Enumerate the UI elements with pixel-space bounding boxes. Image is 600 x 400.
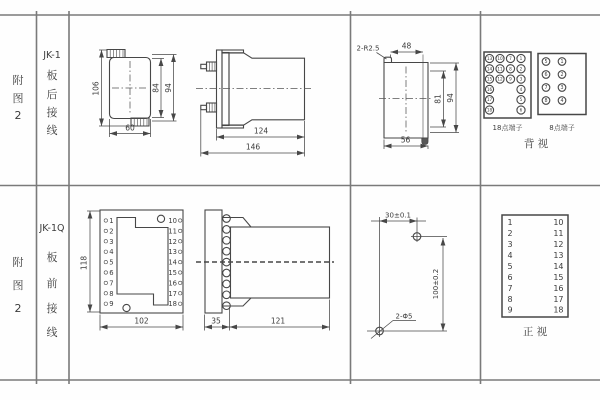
right-terminal-pins	[168, 217, 182, 308]
svg-text:16: 16	[553, 284, 564, 293]
svg-text:1: 1	[560, 60, 564, 66]
svg-text:6: 6	[507, 273, 513, 282]
wiring-type-char: 板	[46, 69, 58, 82]
terminal-18-numbers	[487, 56, 523, 113]
svg-text:12: 12	[553, 240, 564, 249]
dim-flange-depth: 35	[211, 316, 221, 326]
dim-width: 60	[125, 123, 135, 133]
svg-text:15: 15	[553, 273, 564, 282]
dim-bottom-width: 56	[400, 135, 411, 145]
svg-text:4: 4	[519, 86, 523, 92]
svg-text:6: 6	[519, 107, 523, 113]
terminal-18-view	[484, 52, 531, 132]
svg-text:5: 5	[544, 60, 548, 66]
flange-plate	[217, 50, 223, 128]
svg-text:9: 9	[507, 305, 513, 315]
svg-text:18: 18	[168, 300, 177, 309]
svg-text:2: 2	[519, 66, 523, 72]
table-left-column	[508, 218, 513, 315]
terminal-8-label: 8点端子	[549, 124, 575, 132]
svg-text:17: 17	[553, 295, 564, 304]
svg-text:12: 12	[497, 76, 503, 82]
svg-text:4: 4	[109, 248, 114, 257]
terminal-18-label: 18点端子	[492, 124, 523, 132]
svg-text:1: 1	[519, 56, 523, 61]
dim-width: 102	[134, 316, 149, 326]
svg-text:7: 7	[109, 279, 114, 288]
dim-top-width: 48	[401, 41, 412, 51]
svg-text:5: 5	[519, 97, 523, 103]
dim-inner-height: 84	[151, 83, 161, 93]
row2-header	[13, 223, 65, 339]
holes-leader	[371, 321, 416, 339]
svg-text:13: 13	[168, 248, 177, 257]
rear-view-label: 背 视	[523, 138, 549, 150]
svg-text:10: 10	[497, 56, 503, 61]
mounting-hole	[157, 215, 164, 222]
wiring-type-char: 板	[46, 251, 58, 264]
svg-text:7: 7	[507, 284, 513, 293]
dim-height: 118	[79, 255, 89, 271]
svg-text:3: 3	[109, 237, 114, 246]
svg-text:3: 3	[519, 76, 523, 82]
svg-text:6: 6	[109, 269, 114, 277]
svg-text:9: 9	[109, 300, 114, 309]
dim-outer-height: 94	[164, 83, 173, 93]
front-view-label: 正 视	[522, 326, 548, 338]
dim-body-length: 124	[253, 126, 269, 136]
center-lines	[112, 61, 148, 115]
terminal-18-circles	[485, 54, 525, 114]
svg-text:11: 11	[497, 66, 503, 72]
dim-total-length: 146	[245, 142, 261, 152]
svg-text:18: 18	[553, 305, 564, 315]
svg-text:14: 14	[553, 262, 564, 271]
svg-text:4: 4	[507, 251, 513, 260]
fig-label-char: 2	[14, 302, 22, 315]
panel-cutout-drawing	[357, 42, 459, 150]
svg-text:8: 8	[109, 289, 114, 298]
radius-leader	[377, 53, 387, 60]
svg-text:11: 11	[553, 229, 564, 238]
svg-text:16: 16	[486, 86, 493, 92]
dim-corner-radius: 2-R2.5	[356, 44, 380, 53]
drill-plan-drawing	[367, 212, 447, 339]
svg-text:5: 5	[507, 262, 513, 271]
side-view-drawing	[196, 50, 311, 157]
front-plate	[222, 53, 229, 126]
svg-text:9: 9	[509, 76, 512, 82]
mounting-hole	[123, 304, 130, 311]
svg-text:1: 1	[109, 217, 114, 225]
svg-text:6: 6	[544, 73, 548, 79]
dim-hole-spacing-x: 30±0.1	[385, 211, 411, 220]
wiring-type-char: 线	[46, 124, 58, 137]
stud-hatch	[209, 62, 215, 112]
svg-text:11: 11	[168, 227, 177, 236]
svg-text:13: 13	[553, 251, 564, 260]
svg-text:18: 18	[486, 107, 493, 113]
svg-text:10: 10	[168, 217, 177, 225]
svg-text:14: 14	[168, 258, 177, 267]
dim-inner-height: 81	[433, 94, 443, 104]
svg-text:3: 3	[507, 240, 513, 249]
wiring-type-char: 线	[46, 326, 58, 339]
relay-body	[229, 53, 305, 125]
svg-text:17: 17	[168, 289, 177, 298]
svg-text:15: 15	[486, 76, 493, 82]
keyed-opening	[117, 218, 168, 306]
svg-text:2: 2	[507, 229, 513, 238]
stud-tip	[201, 105, 207, 109]
wiring-type-char: 接	[46, 106, 58, 119]
side-view-front-wiring-drawing	[196, 210, 334, 331]
left-terminal-pins	[104, 217, 114, 308]
center-lines	[379, 67, 433, 135]
svg-text:7: 7	[509, 56, 512, 61]
svg-text:12: 12	[168, 237, 177, 246]
svg-text:4: 4	[560, 99, 564, 105]
fig-label-char: 2	[14, 109, 22, 122]
svg-text:1: 1	[507, 218, 513, 227]
wiring-type-char: 后	[46, 88, 58, 101]
terminal-table	[502, 215, 568, 338]
model-name: JK-1	[43, 50, 61, 61]
fig-label-char: 附	[12, 74, 24, 87]
dim-outer-height: 94	[446, 93, 455, 103]
front-view-drawing	[80, 210, 184, 331]
svg-text:10: 10	[553, 218, 564, 227]
svg-text:8: 8	[507, 295, 513, 304]
fig-label-char: 图	[12, 92, 24, 105]
dim-body-length: 121	[270, 316, 286, 326]
svg-text:5: 5	[109, 258, 114, 267]
fig-label-char: 图	[12, 279, 24, 292]
svg-text:16: 16	[168, 279, 177, 288]
svg-text:2: 2	[109, 227, 114, 236]
svg-text:15: 15	[168, 269, 177, 277]
stud-tip	[201, 64, 207, 68]
svg-text:8: 8	[509, 66, 512, 72]
fig-label-char: 附	[12, 256, 24, 269]
terminal-8-view	[524, 54, 586, 151]
table-right-column	[553, 218, 563, 315]
dim-holes: 2-Φ5	[395, 312, 413, 321]
wiring-type-char: 前	[46, 277, 58, 290]
svg-text:8: 8	[544, 99, 548, 105]
svg-text:3: 3	[560, 86, 564, 92]
dim-height: 106	[91, 81, 101, 96]
rear-view-drawing	[92, 50, 177, 138]
wiring-type-char: 接	[46, 302, 58, 315]
svg-text:7: 7	[544, 86, 548, 92]
svg-text:17: 17	[486, 97, 493, 103]
svg-text:14: 14	[486, 66, 493, 72]
svg-text:13: 13	[486, 56, 493, 61]
svg-text:2: 2	[560, 73, 564, 79]
dim-hole-spacing-y: 100±0.2	[432, 268, 440, 300]
model-name: JK-1Q	[39, 223, 65, 234]
